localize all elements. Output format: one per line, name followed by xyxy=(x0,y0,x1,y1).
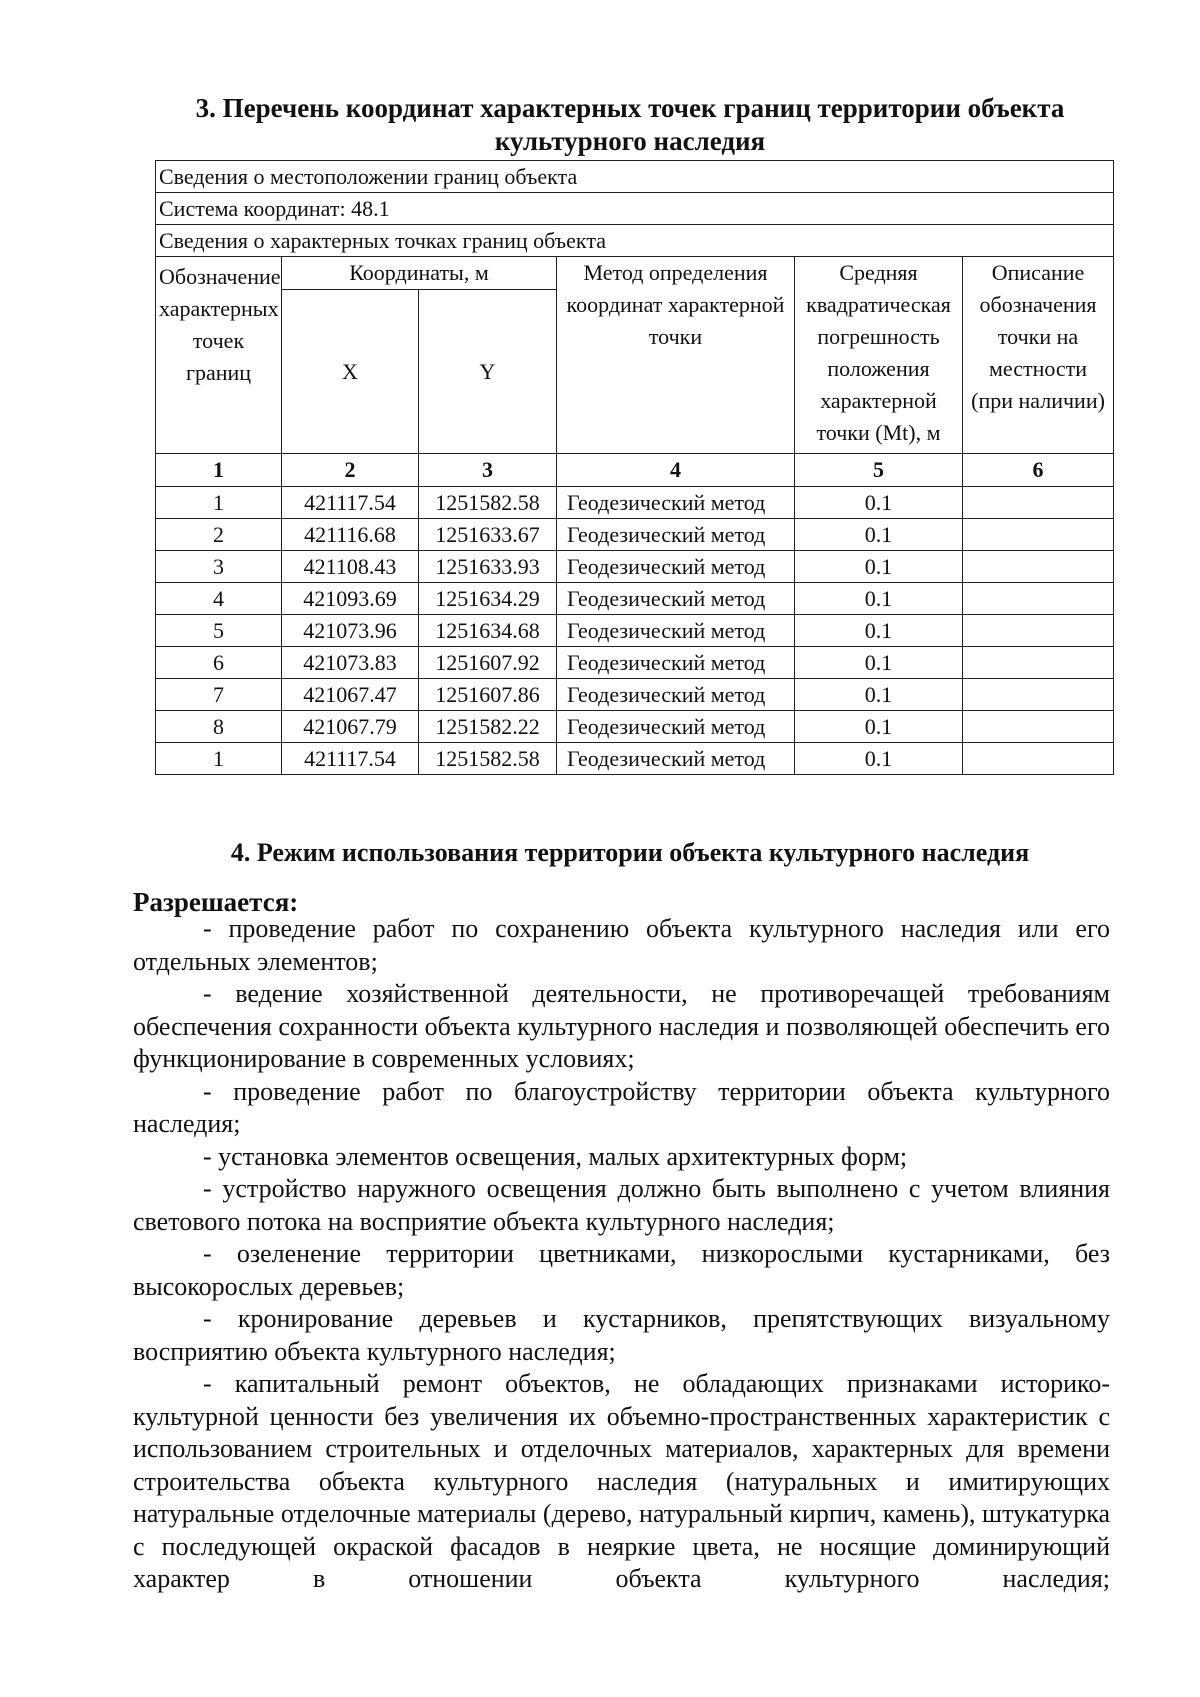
y-cell: 1251582.58 xyxy=(419,487,557,519)
description-cell xyxy=(963,487,1114,519)
table-row xyxy=(156,743,1114,775)
table-info-row xyxy=(156,161,1114,193)
description-cell xyxy=(963,743,1114,775)
error-cell: 0.1 xyxy=(795,519,963,551)
error-cell: 0.1 xyxy=(795,679,963,711)
allowed-items-list xyxy=(133,913,1110,1596)
column-number-row xyxy=(156,454,1114,487)
table-row xyxy=(156,711,1114,743)
method-cell: Геодезический метод xyxy=(557,551,795,583)
table-info-row xyxy=(156,225,1114,257)
description-cell xyxy=(963,583,1114,615)
header-x: X xyxy=(282,290,419,454)
table-row xyxy=(156,519,1114,551)
x-cell: 421117.54 xyxy=(282,487,419,519)
column-number: 4 xyxy=(557,454,795,487)
y-cell: 1251634.68 xyxy=(419,615,557,647)
x-cell: 421093.69 xyxy=(282,583,419,615)
coordinates-table xyxy=(155,160,1114,775)
points-info-cell: Сведения о характерных точках границ объекта xyxy=(156,225,1114,257)
point-cell: 1 xyxy=(156,743,282,775)
point-cell: 8 xyxy=(156,711,282,743)
point-cell: 3 xyxy=(156,551,282,583)
point-cell: 1 xyxy=(156,487,282,519)
y-cell: 1251634.29 xyxy=(419,583,557,615)
header-y: Y xyxy=(419,290,557,454)
header-description: Описание обозначения точки на местности (при наличии) xyxy=(963,257,1114,454)
location-info-cell: Сведения о местоположении границ объекта xyxy=(156,161,1114,193)
error-cell: 0.1 xyxy=(795,583,963,615)
table-row xyxy=(156,679,1114,711)
error-cell: 0.1 xyxy=(795,647,963,679)
description-cell xyxy=(963,551,1114,583)
list-item: - ведение хозяйственной деятельности, не противоречащей требованиям обеспечения сохранности объекта культурного наследия и позволяющей обеспечить его функционирование в современных условиях; xyxy=(133,979,1110,1073)
x-cell: 421117.54 xyxy=(282,743,419,775)
y-cell: 1251633.67 xyxy=(419,519,557,551)
header-point-designation: Обозначение характерных точек границ xyxy=(156,257,282,454)
list-item: - озеленение территории цветниками, низкорослыми кустарниками, без высокорослых деревьев; xyxy=(133,1239,1110,1301)
method-cell: Геодезический метод xyxy=(557,743,795,775)
description-cell xyxy=(963,519,1114,551)
column-number: 1 xyxy=(156,454,282,487)
list-item: - кронирование деревьев и кустарников, препятствующих визуальному восприятию объекта культурного наследия; xyxy=(133,1304,1110,1366)
point-cell: 6 xyxy=(156,647,282,679)
column-number: 5 xyxy=(795,454,963,487)
header-method: Метод определения координат характерной точки xyxy=(557,257,795,454)
header-error: Средняя квадратическая погрешность положения характерной точки (Mt), м xyxy=(795,257,963,454)
description-cell xyxy=(963,679,1114,711)
error-cell: 0.1 xyxy=(795,743,963,775)
section-3-title: 3. Перечень координат характерных точек границ территории объекта культурного наследия xyxy=(195,93,1065,156)
header-coordinates: Координаты, м xyxy=(282,257,557,290)
column-number: 2 xyxy=(282,454,419,487)
table-row xyxy=(156,551,1114,583)
x-cell: 421067.79 xyxy=(282,711,419,743)
y-cell: 1251633.93 xyxy=(419,551,557,583)
error-cell: 0.1 xyxy=(795,615,963,647)
x-cell: 421116.68 xyxy=(282,519,419,551)
method-cell: Геодезический метод xyxy=(557,679,795,711)
method-cell: Геодезический метод xyxy=(557,583,795,615)
y-cell: 1251607.86 xyxy=(419,679,557,711)
list-item: - проведение работ по сохранению объекта культурного наследия или его отдельных элементов; xyxy=(133,914,1110,976)
point-cell: 2 xyxy=(156,519,282,551)
point-cell: 5 xyxy=(156,615,282,647)
list-item: - капитальный ремонт объектов, не обладающих признаками историко-культурной ценности без увеличения их объемно-пространственных характеристик с использованием строительных и отделочных материалов, характерных для времени строительства объекта культурного наследия (натуральных и имитирующих натуральные отделочные материалы (дерево, натуральный кирпич, камень), штукатурка с последующей окраской фасадов в неяркие цвета, не носящие доминирующий характер в отношении объекта культурного наследия; xyxy=(133,1369,1110,1593)
error-cell: 0.1 xyxy=(795,711,963,743)
list-item: - установка элементов освещения, малых архитектурных форм; xyxy=(203,1141,908,1171)
column-number: 6 xyxy=(963,454,1114,487)
coordinate-system-cell: Система координат: 48.1 xyxy=(156,193,1114,225)
x-cell: 421067.47 xyxy=(282,679,419,711)
method-cell: Геодезический метод xyxy=(557,615,795,647)
description-cell xyxy=(963,647,1114,679)
table-row xyxy=(156,487,1114,519)
x-cell: 421108.43 xyxy=(282,551,419,583)
error-cell: 0.1 xyxy=(795,487,963,519)
description-cell xyxy=(963,615,1114,647)
method-cell: Геодезический метод xyxy=(557,647,795,679)
allowed-label: Разрешается: xyxy=(133,887,299,917)
y-cell: 1251582.58 xyxy=(419,743,557,775)
table-row xyxy=(156,615,1114,647)
method-cell: Геодезический метод xyxy=(557,519,795,551)
x-cell: 421073.83 xyxy=(282,647,419,679)
point-cell: 7 xyxy=(156,679,282,711)
y-cell: 1251582.22 xyxy=(419,711,557,743)
list-item: - устройство наружного освещения должно быть выполнено с учетом влияния светового потока на восприятие объекта культурного наследия; xyxy=(133,1174,1110,1236)
table-header-row xyxy=(156,257,1114,290)
table-info-row xyxy=(156,193,1114,225)
error-cell: 0.1 xyxy=(795,551,963,583)
point-cell: 4 xyxy=(156,583,282,615)
y-cell: 1251607.92 xyxy=(419,647,557,679)
table-row xyxy=(156,583,1114,615)
section-4-title: 4. Режим использования территории объекта культурного наследия xyxy=(230,838,1030,867)
method-cell: Геодезический метод xyxy=(557,487,795,519)
x-cell: 421073.96 xyxy=(282,615,419,647)
column-number: 3 xyxy=(419,454,557,487)
list-item: - проведение работ по благоустройству территории объекта культурного наследия; xyxy=(133,1076,1110,1138)
table-row xyxy=(156,647,1114,679)
method-cell: Геодезический метод xyxy=(557,711,795,743)
description-cell xyxy=(963,711,1114,743)
